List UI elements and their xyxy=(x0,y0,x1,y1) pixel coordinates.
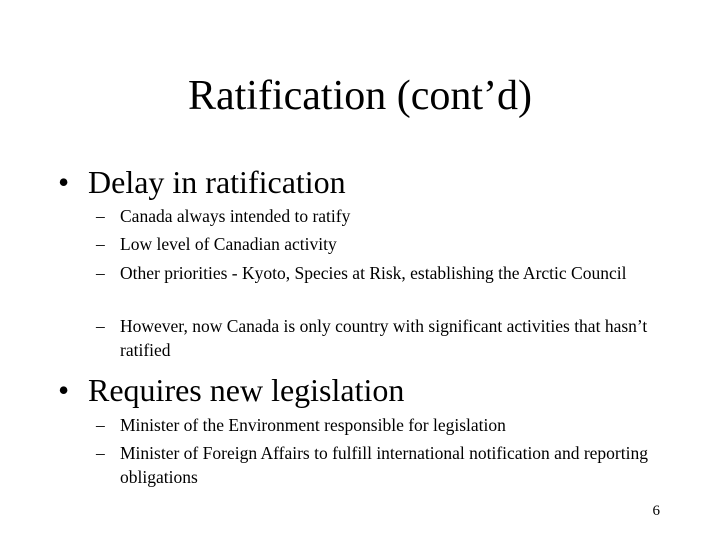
bullet-marker: • xyxy=(58,164,70,200)
dash-marker: – xyxy=(96,206,105,226)
sub-item-text: However, now Canada is only country with significant activities that hasn’t ratified xyxy=(120,316,648,360)
page-number: 6 xyxy=(652,503,660,519)
slide-title: Ratification (cont’d) xyxy=(187,73,533,119)
sub-item-text: Other priorities - Kyoto, Species at Risk, establishing the Arctic Council xyxy=(120,263,627,283)
sub-item-text: Minister of the Environment responsible for legislation xyxy=(120,415,506,435)
bullet-heading: Delay in ratification xyxy=(88,164,346,200)
sub-item xyxy=(96,261,656,285)
dash-marker: – xyxy=(96,443,105,463)
sub-item xyxy=(96,232,656,256)
sub-item xyxy=(96,314,656,362)
bullet-marker: • xyxy=(58,372,70,408)
sub-item-text: Minister of Foreign Affairs to fulfill international notification and reporting obligations xyxy=(120,443,648,487)
dash-marker: – xyxy=(96,263,105,283)
sub-item xyxy=(96,413,656,437)
sub-item-text: Canada always intended to ratify xyxy=(120,206,351,226)
bullet-heading: Requires new legislation xyxy=(88,372,405,408)
dash-marker: – xyxy=(96,415,105,435)
dash-marker: – xyxy=(96,316,105,336)
dash-marker: – xyxy=(96,234,105,254)
sub-item xyxy=(96,441,656,489)
sub-item-text: Low level of Canadian activity xyxy=(120,234,337,254)
sub-item xyxy=(96,204,656,228)
